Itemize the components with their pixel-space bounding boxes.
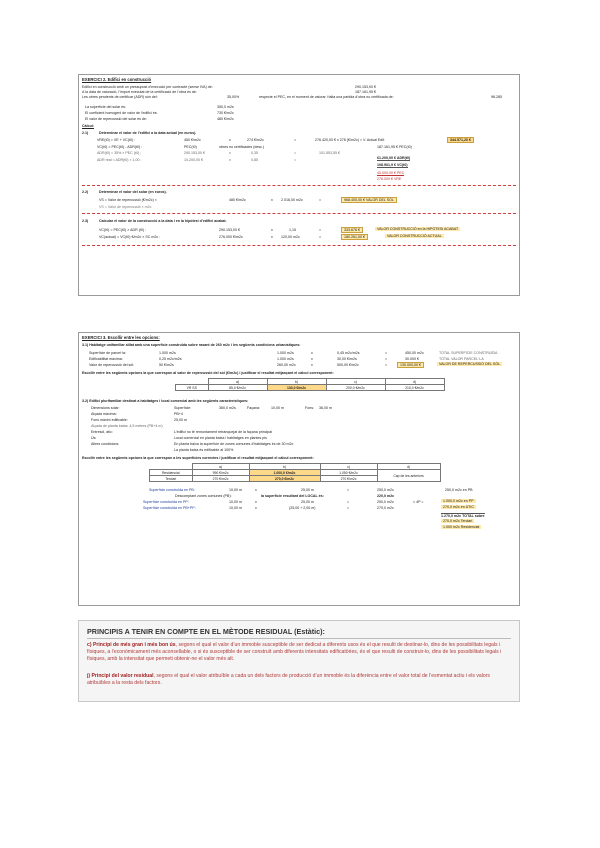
vc-pec: PEC(t0) bbox=[184, 145, 197, 149]
principle-j-body: , segons el qual el valor atribuïble a cada un dels factors de producció d’un immoble és la diferència entre el valor total de l’esmentat actiu i els valors atribuïbles a la resta dels factors. bbox=[87, 673, 490, 687]
vc-finished-operand-2: 1,15 bbox=[289, 228, 296, 232]
section-2-2-number: 2.2) bbox=[82, 190, 89, 194]
vc-actual-label: VALOR CONSTRUCCIÓ ACTUAL bbox=[387, 234, 442, 238]
solar-dimensions-label: Dimensions solar: bbox=[91, 406, 120, 410]
calc-a2-operand-2: 30,00 €/m2s bbox=[337, 357, 357, 361]
mezzanine-label: Entresòl, àtic: bbox=[91, 430, 113, 434]
calc-a1-operand-2: 0,45 m2c/m2s bbox=[337, 351, 360, 355]
vre-equals: = bbox=[294, 138, 297, 142]
use-label: Ús: bbox=[91, 436, 97, 440]
pec-subtotal: 40.000,00 € PEC bbox=[377, 171, 405, 175]
common-zones-label: Descomptant zones comunes (PB): bbox=[175, 494, 232, 498]
calc-a1-operand-1: 1.000 m2s bbox=[277, 351, 294, 355]
adr-operand-1: 290.153,00 € bbox=[184, 151, 205, 155]
solar-surface-label: Superfície: bbox=[174, 406, 192, 410]
adr-times: x bbox=[229, 151, 231, 155]
vs-equals: = bbox=[319, 198, 322, 202]
vc-formula: VC(t0) = PEC(t0) - ADR(t0) : bbox=[97, 145, 143, 149]
vre-times: x bbox=[229, 138, 231, 142]
vc-finished-label: VALOR CONSTRUCCIÓ en la HIPÒTESI ACABAT bbox=[377, 227, 459, 231]
calc-a1-result: 450,00 m2c bbox=[405, 351, 424, 355]
option-b-value: 130,0 €/m2c bbox=[267, 385, 326, 391]
vc-actual-formula: VC(actual) = VC(t0) €/m2c × SC m2c : bbox=[99, 235, 161, 239]
options-table-1 bbox=[175, 378, 445, 391]
tertiary-label: Terciari bbox=[150, 476, 193, 482]
vre-result-text: 276.420,00 € x 278 (€/m2c) = V. Actual Edif. bbox=[315, 138, 386, 142]
plot-area-label: Superfície de parcel·la: bbox=[89, 351, 126, 355]
vc-total: 108.901,9 € VC(t0) bbox=[377, 163, 408, 167]
ex2-plot-area-label: La superfície del solar és: bbox=[85, 105, 126, 109]
surface-attic-label: Superfície construïda en PB+PP: bbox=[143, 506, 196, 510]
depth-label: Fons: bbox=[305, 406, 314, 410]
option-b-header: b) bbox=[249, 464, 320, 470]
actual-building-value: 344.571,20 € bbox=[447, 137, 474, 143]
tertiary-option-b: 270,0 €/m2c bbox=[249, 476, 320, 482]
residential-option-b: 1.000,0 €/m2c bbox=[249, 470, 320, 476]
adr-real-formula: ADR real = ADR(t0) × 1,00 : bbox=[97, 158, 142, 162]
vc-actual-times: x bbox=[271, 235, 273, 239]
surface-attic-equals: = bbox=[347, 506, 350, 510]
ex2-repercussion-label: El valor de repercussió del solar és de: bbox=[85, 117, 147, 121]
section-2-1-number: 2.1) bbox=[82, 131, 89, 135]
surface-pb-result: 250,0 m2c bbox=[377, 488, 394, 492]
option-d-header: d) bbox=[377, 464, 440, 470]
vc-actual-result: 180.261,00 € bbox=[341, 234, 368, 240]
land-value-result: 968.400,00 € VALOR DEL SOL bbox=[341, 197, 397, 203]
option-d-value: 210,0 €/m2c bbox=[385, 385, 444, 391]
surface-pp-times: x bbox=[255, 500, 257, 504]
residential-surface: 1.000 m2c Residencial bbox=[443, 525, 480, 529]
adr-real-equals: = bbox=[294, 158, 297, 162]
ex2-line-3-text: respecte el PEC, en el moment de valorar i falta una partida d’obra no certificada de: bbox=[259, 95, 394, 99]
vc-actual-equals: = bbox=[319, 235, 322, 239]
vc-finished-times: x bbox=[271, 228, 273, 232]
adr-real-operand-1: 10.200,00 € bbox=[184, 158, 203, 162]
surface-pp-operand-1: 10,00 m bbox=[229, 500, 242, 504]
vc-actual-operand-2: 120,00 m2c bbox=[281, 235, 300, 239]
surface-pb-label: Superfície construïda en PB: bbox=[149, 488, 195, 492]
option-a-header: a) bbox=[208, 379, 267, 385]
calc-a3-operand-2: 500,00 €/m2c bbox=[337, 363, 359, 367]
surface-pp-total: 1.000,0 m2c en PP bbox=[443, 499, 474, 503]
facade-label: Façana: bbox=[247, 406, 260, 410]
surface-attic-total: 270,0 m2c en ÀTIC bbox=[443, 505, 474, 509]
options-table-1-row-label: VR SS bbox=[176, 385, 209, 391]
calc-a2-times: x bbox=[311, 357, 313, 361]
option-d-header: d) bbox=[385, 379, 444, 385]
vs-formula: VS = Valor de repercussió (€/m2c) × bbox=[99, 198, 157, 202]
vre-operand-1: 450 €/m2c bbox=[184, 138, 201, 142]
vre-formula: VRE(t0) = VE + VC(t0) : bbox=[97, 138, 136, 142]
adr-formula: ADR(t0) = 35% × PEC (t0) ; bbox=[97, 151, 142, 155]
question-1: Escollir entre les següents opcions la que correspon al valor de repercussió del sòl (€/m2c) i justificar el resultat mitjançant el càlcul corresponent: bbox=[82, 371, 334, 375]
option-c-value: 200,0 €/m2c bbox=[326, 385, 385, 391]
principle-j-paragraph bbox=[87, 673, 511, 687]
adr-real-times: x bbox=[229, 158, 231, 162]
principles-panel bbox=[78, 620, 520, 702]
land-repercussion-label: Valor de repercussió del sòl: bbox=[89, 363, 135, 367]
surface-pb-equals: = bbox=[347, 488, 350, 492]
surface-attic-operand-1: 10,00 m bbox=[229, 506, 242, 510]
exercise-3-title: EXERCICI 3. Escollir entre les opcions: bbox=[82, 335, 160, 340]
buildability-label: Edificabilitat màxima: bbox=[89, 357, 123, 361]
total-surface: 1.270,0 m2c TOTAL sobre bbox=[441, 514, 485, 518]
ground-floor-note: La planta baixa és edificable al 100% bbox=[174, 448, 234, 452]
surface-pp-result: 250,0 m2c bbox=[377, 500, 394, 504]
max-height-label: Alçada màxima: bbox=[91, 412, 117, 416]
ex2-line-3-value: 98.285 bbox=[491, 95, 502, 99]
surface-pb-operand-1: 10,00 m bbox=[229, 488, 242, 492]
calc-a3-label: VALOR DE REPERCUSSIÓ DEL SÒL bbox=[439, 362, 501, 366]
surface-pp-floors: × 4P = bbox=[413, 500, 424, 504]
calc-a2-result: 30.000 € bbox=[405, 357, 419, 361]
vre-total: 276.000 € VRE bbox=[377, 177, 402, 181]
surface-pb-times: x bbox=[255, 488, 257, 492]
max-depth-label: Fons màxim edificable: bbox=[91, 418, 128, 422]
calc-a2-operand-1: 1.000 m2s bbox=[277, 357, 294, 361]
vc-finished-equals: = bbox=[319, 228, 322, 232]
other-conditions-label: Altres condicions: bbox=[91, 442, 120, 446]
exercise-3-panel bbox=[78, 332, 520, 606]
ex2-plot-area-value: 350,0 m2s bbox=[217, 105, 234, 109]
adr-real-operand-2: 0,85 bbox=[251, 158, 258, 162]
vc-note: obres no certificades (desc.) bbox=[219, 145, 265, 149]
surface-pp-label: Superfície construïda en PP: bbox=[143, 500, 189, 504]
calc-a3-times: x bbox=[311, 363, 313, 367]
vs-operand-2: 2.016,00 m2c bbox=[281, 198, 303, 202]
buildability-value: 0,25 m2c/m2s bbox=[159, 357, 182, 361]
land-repercussion-value: 50 €/m2s bbox=[159, 363, 174, 367]
ex2-line-3-percent: 35,00% bbox=[227, 95, 240, 99]
ground-floor-height: Alçada de planta baixa: 4,5 metres (PB+4 m) bbox=[91, 424, 163, 428]
facade-value: 10,00 m bbox=[271, 406, 284, 410]
principles-title: PRINCIPIS A TENIR EN COMPTE EN EL MÈTODE RESIDUAL (Estàtic): bbox=[87, 627, 325, 636]
surface-pp-equals: = bbox=[347, 500, 350, 504]
plot-area-value: 1.000 m2s bbox=[159, 351, 176, 355]
calc-a3-result: 130.000,00 € bbox=[397, 362, 424, 368]
local-surface-label: la superfície resultant del LOCAL és: bbox=[261, 494, 324, 498]
vs-times: x bbox=[271, 198, 273, 202]
adr-equals: = bbox=[294, 151, 297, 155]
calc-a3-operand-1: 260,00 m2c bbox=[277, 363, 296, 367]
ex2-repercussion-value: 480 €/m2c bbox=[217, 117, 234, 121]
vc-finished-operand-1: 290.153,00 € bbox=[219, 228, 240, 232]
calc-a1-label: TOTAL SUPERFÍCIE CONSTRUÏDA bbox=[439, 351, 498, 355]
surface-attic-times: x bbox=[255, 506, 257, 510]
question-2: Escollir entre les següents opcions la que correspon a les superfícies correctes i justificar el resultat mitjançant el càlcul corresponent: bbox=[82, 456, 314, 460]
tertiary-option-a: 270 €/m2c bbox=[192, 476, 249, 482]
calc-a1-times: x bbox=[311, 351, 313, 355]
section-divider bbox=[82, 245, 516, 246]
surface-attic-operand-2: (25,00 + 2,00 m) bbox=[289, 506, 316, 510]
principle-j-heading: j) Principi del valor residual bbox=[87, 673, 154, 679]
section-2-3-number: 2.3) bbox=[82, 219, 89, 223]
ex2-coefficient-value: 730 €/m2c bbox=[217, 111, 234, 115]
ex2-line-1-value: 290.153,00 € bbox=[355, 85, 376, 89]
option-c-header: c) bbox=[326, 379, 385, 385]
calc-a3-equals: = bbox=[385, 363, 388, 367]
local-surface-value: 220,0 m2c bbox=[377, 494, 395, 498]
calc-a2-label: TOTAL VALOR PARCEL·LA bbox=[439, 357, 484, 361]
vc-result: 187.161,95 € PEC(t0) bbox=[377, 145, 412, 149]
vs-note: VS = Valor de repercussió × m2c bbox=[99, 205, 152, 209]
options-table-2 bbox=[149, 463, 441, 482]
solar-surface-value: 360,0 m2s bbox=[219, 406, 236, 410]
adr-real-result: 61.200,00 € ADR(t0) bbox=[377, 156, 411, 160]
exercise-2-panel bbox=[78, 74, 520, 296]
adr-operand-2: 0,35 bbox=[251, 151, 258, 155]
tertiary-surface: 270,0 m2c Terciari bbox=[443, 519, 473, 523]
ex2-line-1-label: Edifici en construcció amb un pressupost d’execució per contracte (sense IVA) de: bbox=[82, 85, 213, 89]
max-height-value: PB+4 bbox=[174, 412, 183, 416]
tertiary-option-c: 270 €/m2c bbox=[320, 476, 377, 482]
surface-pb-operand-2: 25,00 m bbox=[301, 488, 314, 492]
mezzanine-value: L’edifici no té remuntament retranquejat de la façana principal bbox=[174, 430, 273, 434]
ex2-line-2-label: A la data de valoració, l’import executat de la certificació de l’obra és de: bbox=[82, 90, 197, 94]
vc-finished-result: 333.676 € bbox=[341, 227, 363, 233]
section-2-3-title: Calcular el valor de la construcció a la data i en la hipòtesi d’edifici acabat. bbox=[99, 219, 227, 223]
ex2-line-2-value: 187.161,95 € bbox=[355, 90, 376, 94]
residential-option-c: 1.050 €/m2c bbox=[320, 470, 377, 476]
vc-finished-formula: VC(t0) = PEC(t0) × ADR (t0) : bbox=[99, 228, 147, 232]
section-2-1-title: Determinar el valor de l’edifici a la data actual (en euros). bbox=[99, 131, 197, 135]
option-a-value: 85,0 €/m2c bbox=[208, 385, 267, 391]
exercise-2-title: EXERCICI 2. Edifici en construcció bbox=[82, 77, 152, 82]
principles-title-underline bbox=[87, 638, 511, 639]
principle-c-paragraph bbox=[87, 642, 511, 664]
other-conditions-value: En planta baixa la superfície de zones comunes d’habitatges és de 30 m2c bbox=[174, 442, 294, 446]
section-3-1-title: 3.1) Habitatge unifamiliar aïllat amb una superfície construïda sobre rasant de 260 m2c i les següents condicions urbanístiques: bbox=[82, 343, 301, 347]
option-b-header: b) bbox=[267, 379, 326, 385]
ex2-coefficient-label: El coeficient homogeni de valor de l’edifici és: bbox=[85, 111, 158, 115]
max-depth-value: 25,00 m bbox=[174, 418, 187, 422]
section-3-2-title: 3.2) Edifici plurifamiliar destinat a habitatges i local comercial amb les següents característiques: bbox=[82, 399, 249, 403]
principle-c-heading: c) Principi de més gran i més bon ús bbox=[87, 642, 176, 648]
calc-a2-equals: = bbox=[385, 357, 388, 361]
vs-operand-1: 480 €/m2c bbox=[229, 198, 246, 202]
section-2-2-title: Determinar el valor del solar (en euros). bbox=[99, 190, 167, 194]
residential-option-a: 990 €/m2c bbox=[192, 470, 249, 476]
adr-result: 101.553,55 € bbox=[319, 151, 340, 155]
residential-label: Residencial bbox=[150, 470, 193, 476]
option-c-header: c) bbox=[320, 464, 377, 470]
calc-a1-equals: = bbox=[385, 351, 388, 355]
section-divider bbox=[82, 185, 516, 186]
depth-value: 36,00 m bbox=[319, 406, 332, 410]
section-divider bbox=[82, 213, 516, 214]
option-a-header: a) bbox=[192, 464, 249, 470]
surface-pb-total: 250,0 m2c en PB bbox=[445, 488, 473, 492]
use-value: Local comercial en planta baixa i habitatges en plantes pis bbox=[174, 436, 267, 440]
surface-attic-result: 270,0 m2c bbox=[377, 506, 394, 510]
ex2-line-3-label: Les obres pendents de certificar (ADR) són del: bbox=[82, 95, 158, 99]
surface-pp-operand-2: 25,00 m bbox=[301, 500, 314, 504]
none-of-above-option: Cap de les anteriors bbox=[377, 470, 440, 482]
principle-c-body: , segons el qual el valor d’un immoble susceptible de ser dedicat a diferents usos és el que resulti de destinar-lo, dins de les possibilitats legals i físiques, a l’econòmicament més aconsellable, o si és susceptible de ser construït amb diferents intensitats edificatòries, és el que resulti de construir-lo, dins de les possibilitats legals i físiques, amb la intensitat que permeti obtenir-ne el valor més alt. bbox=[87, 642, 502, 663]
calculation-heading: Càlcul: bbox=[82, 124, 94, 128]
vre-operand-2: 274 €/m2c bbox=[247, 138, 264, 142]
vc-actual-operand-1: 276.000 €/m2c bbox=[219, 235, 243, 239]
